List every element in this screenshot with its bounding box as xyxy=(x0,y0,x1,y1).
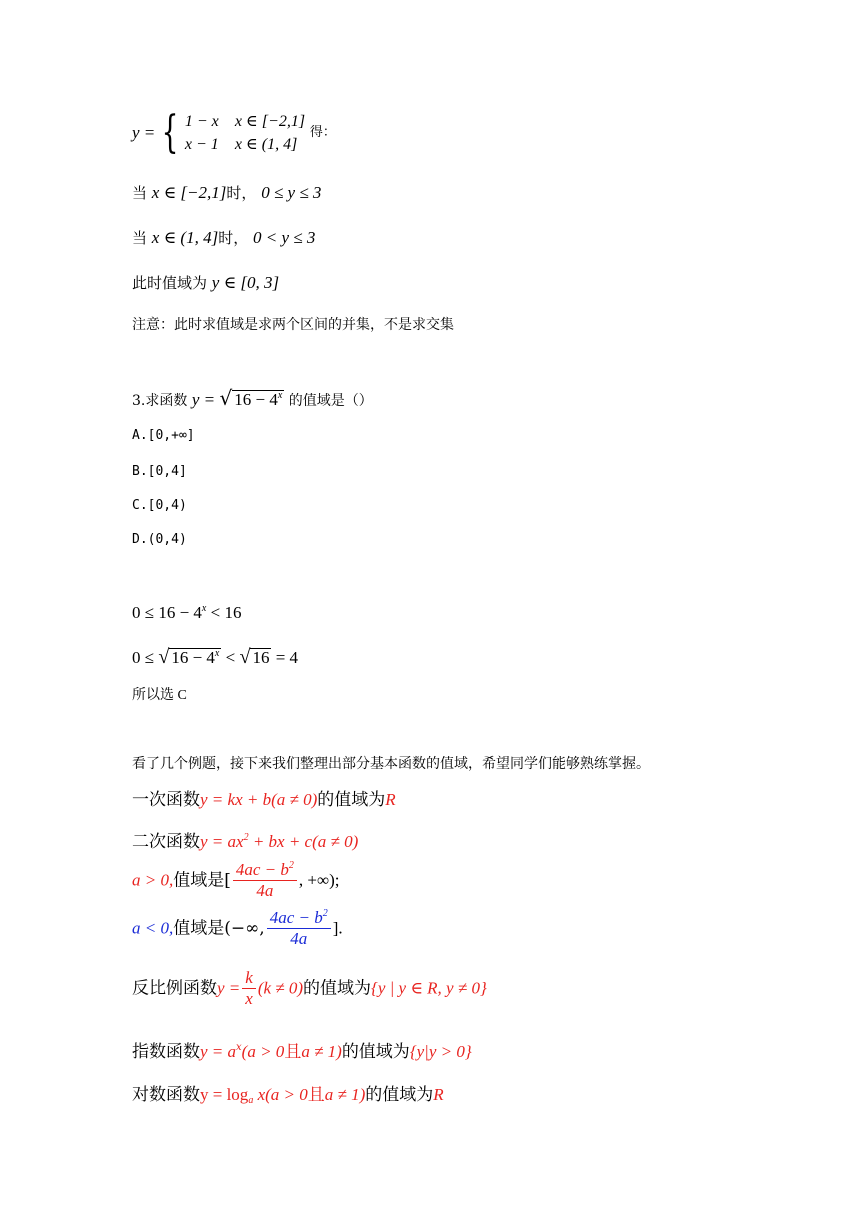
linear-function xyxy=(132,790,396,810)
step-3-result: y ∈ [0, 3] xyxy=(211,273,280,292)
step-1-condition: x ∈ [−2,1] xyxy=(151,183,227,202)
ineq-2-right: = 4 xyxy=(275,648,299,667)
option-c: C.[0,4) xyxy=(132,498,187,513)
neg-label: 值域是(−∞, xyxy=(173,918,265,939)
inverse-denominator: x xyxy=(245,989,253,1008)
step-1-result: 0 ≤ y ≤ 3 xyxy=(261,183,322,202)
linear-formula: y = kx + b(a ≠ 0) xyxy=(200,790,318,809)
log-range: R xyxy=(433,1085,444,1104)
solution-ineq-1 xyxy=(132,603,241,623)
case-1-expr: 1 − x xyxy=(184,113,219,130)
log-label: 对数函数 xyxy=(132,1085,200,1105)
neg-cond: a < 0, xyxy=(132,918,174,938)
question-3-suffix: 的值域是（） xyxy=(288,393,373,409)
answer: 所以选 C xyxy=(132,688,187,703)
pos-numerator xyxy=(233,860,297,881)
case-1 xyxy=(185,110,305,133)
quadratic-formula-a: y = ax xyxy=(200,832,244,851)
question-3-func-lhs: y = xyxy=(191,390,216,409)
exp-and: 且 xyxy=(284,1042,302,1062)
pos-tail: , +∞); xyxy=(298,870,340,890)
ineq-1-left: 0 ≤ 16 − 4 xyxy=(132,603,202,622)
exp-formula: y = a xyxy=(200,1042,237,1061)
inverse-fraction xyxy=(242,968,256,1009)
step-2-prefix: 当 xyxy=(132,229,148,247)
linear-range: R xyxy=(385,790,396,809)
log-mid: 的值域为 xyxy=(365,1085,434,1105)
question-3-radicand xyxy=(232,390,284,409)
step-3-prefix: 此时值域为 xyxy=(132,274,208,292)
ineq-2-mid: < xyxy=(225,648,236,667)
exp-label: 指数函数 xyxy=(132,1042,200,1062)
neg-num-text: 4ac − b xyxy=(269,908,323,927)
inverse-mid: 的值域为 xyxy=(303,978,372,999)
ineq-1-exp: x xyxy=(201,603,207,614)
log-and: 且 xyxy=(307,1085,325,1105)
case-1-domain: x ∈ [−2,1] xyxy=(234,113,306,130)
neg-tail: ]. xyxy=(332,918,343,938)
inverse-numerator: k xyxy=(242,968,256,989)
step-3 xyxy=(132,273,279,293)
radicand-exponent: x xyxy=(277,390,283,401)
inverse-y: y = xyxy=(217,978,241,998)
logarithmic-function xyxy=(132,1085,444,1105)
ineq-1-right: < 16 xyxy=(210,603,242,622)
log-cond-b: a ≠ 1) xyxy=(324,1085,366,1104)
step-1-prefix: 当 xyxy=(132,184,148,202)
quadratic-negative xyxy=(132,908,343,952)
case-2-domain: x ∈ (1, 4] xyxy=(234,136,298,153)
ineq-2-rad-text: 16 − 4 xyxy=(171,648,215,667)
inverse-cond: (k ≠ 0) xyxy=(257,978,304,998)
inverse-function xyxy=(132,968,487,1014)
exp-exponent: x xyxy=(236,1042,242,1053)
ineq-2-left: 0 ≤ xyxy=(132,648,155,667)
question-3-prefix: 3.求函数 xyxy=(132,393,188,409)
quadratic-positive xyxy=(132,860,340,904)
step-2-mid: 时， xyxy=(218,229,249,247)
step-2-result: 0 < y ≤ 3 xyxy=(253,228,316,247)
quadratic-formula-b: + bx + c(a ≠ 0) xyxy=(248,832,359,851)
sqrt-icon: √ xyxy=(219,386,233,410)
exp-mid: 的值域为 xyxy=(341,1042,410,1062)
solution-ineq-2 xyxy=(132,647,298,668)
exp-range: {y|y > 0} xyxy=(409,1042,472,1061)
option-a: A.[0,+∞] xyxy=(132,428,195,443)
exp-cond-b: a ≠ 1) xyxy=(301,1042,342,1061)
log-formula-text: y = log xyxy=(200,1085,249,1104)
linear-label: 一次函数 xyxy=(132,790,200,810)
piecewise-lhs: y = xyxy=(132,123,156,142)
sqrt-icon: √ xyxy=(158,646,170,668)
exp-cond-a: (a > 0 xyxy=(241,1042,285,1061)
neg-num-exp: 2 xyxy=(322,908,328,919)
step-1-mid: 时， xyxy=(226,184,257,202)
pos-fraction xyxy=(233,860,297,901)
step-1 xyxy=(132,183,321,203)
note: 注意：此时求值域是求两个区间的并集，不是求交集 xyxy=(132,317,454,333)
pos-cond: a > 0, xyxy=(132,870,174,890)
neg-numerator xyxy=(267,908,331,929)
log-formula xyxy=(200,1085,308,1104)
option-b: B.[0,4] xyxy=(132,464,187,479)
radicand-text: 16 − 4 xyxy=(234,390,278,409)
neg-fraction xyxy=(267,908,331,949)
step-2-condition: x ∈ (1, 4] xyxy=(151,228,219,247)
piecewise-cases xyxy=(185,110,305,156)
quadratic-formula xyxy=(200,832,358,851)
ineq-2-rad-2: 16 xyxy=(252,648,270,667)
sqrt-icon: √ xyxy=(239,646,251,668)
quadratic-exp: 2 xyxy=(243,832,249,843)
linear-mid: 的值域为 xyxy=(317,790,386,810)
pos-num-text: 4ac − b xyxy=(235,860,289,879)
pos-denominator: 4a xyxy=(256,881,274,900)
question-3 xyxy=(132,388,373,411)
inverse-label: 反比例函数 xyxy=(132,978,217,999)
summary-intro: 看了几个例题，接下来我们整理出部分基本函数的值域，希望同学们能够熟练掌握。 xyxy=(132,756,650,772)
option-d: D.(0,4) xyxy=(132,532,187,547)
ineq-2-exp: x xyxy=(214,648,220,659)
quadratic-label: 二次函数 xyxy=(132,832,200,852)
log-base: a xyxy=(248,1095,254,1106)
case-2-expr: x − 1 xyxy=(184,136,219,153)
pos-label: 值域是[ xyxy=(173,870,231,891)
piecewise-tail: 得： xyxy=(309,125,336,140)
left-brace: { xyxy=(161,107,179,158)
exponential-function xyxy=(132,1042,472,1062)
quadratic-function xyxy=(132,832,358,852)
ineq-2-radicand xyxy=(169,648,221,667)
pos-num-exp: 2 xyxy=(288,860,294,871)
piecewise-definition xyxy=(132,107,336,160)
log-var: x(a > 0 xyxy=(253,1085,308,1104)
inverse-range: {y | y ∈ R, y ≠ 0} xyxy=(371,978,487,998)
neg-denominator: 4a xyxy=(290,929,308,948)
step-2 xyxy=(132,228,315,248)
case-2 xyxy=(185,133,305,156)
